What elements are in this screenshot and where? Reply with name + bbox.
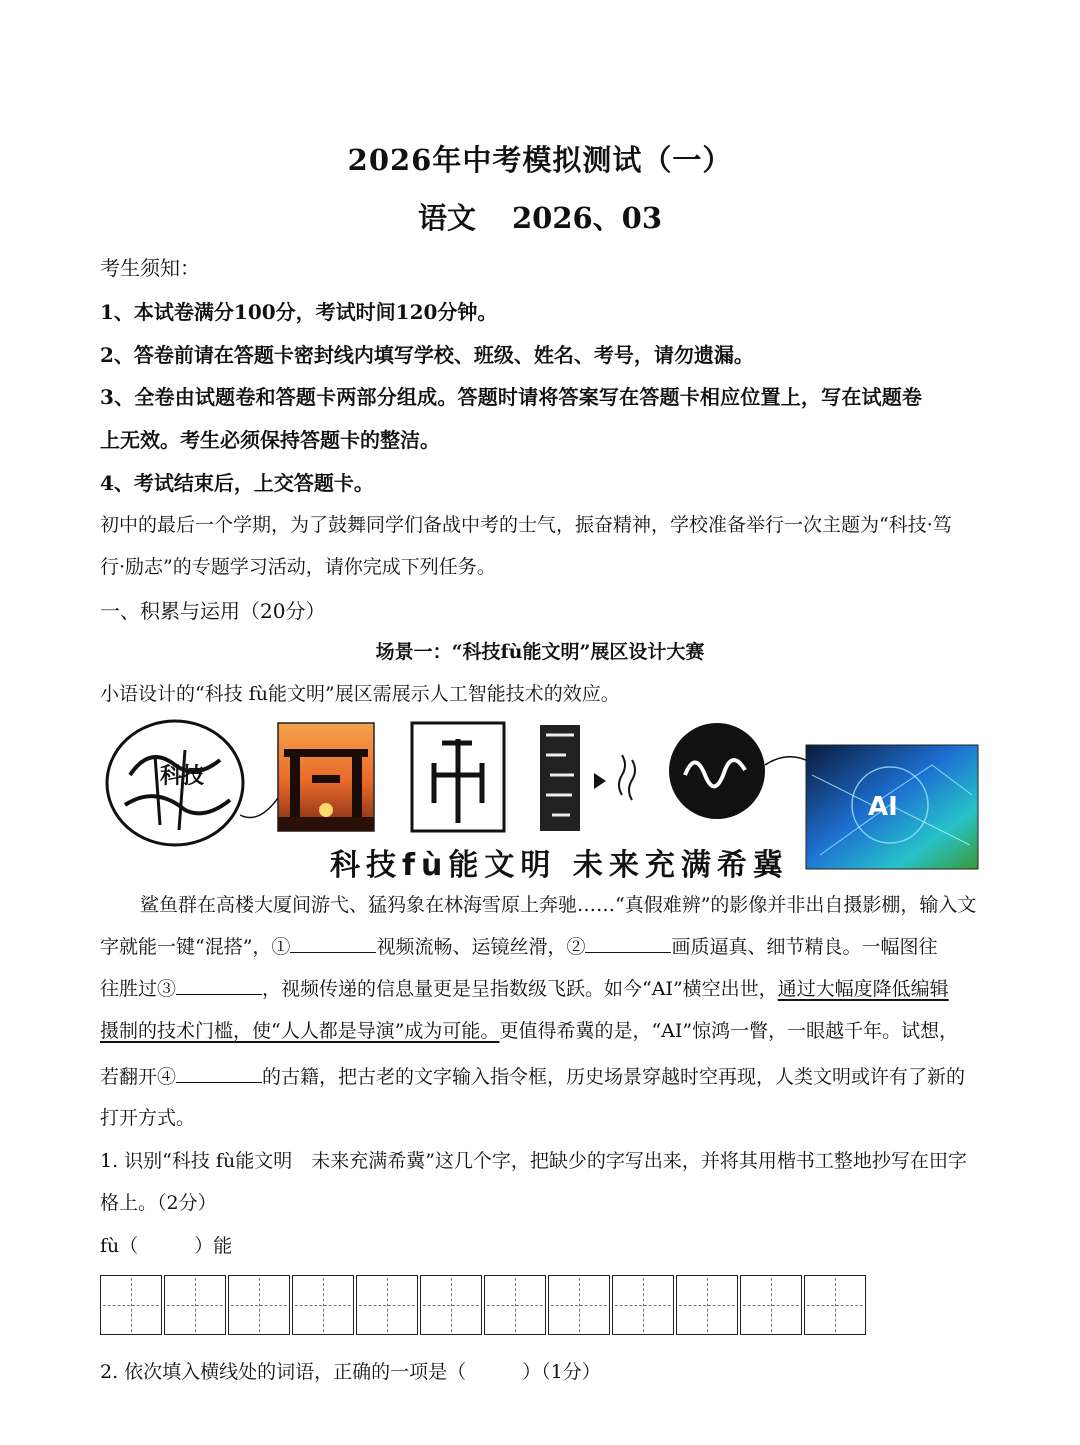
grid-cell[interactable]: [612, 1275, 674, 1335]
grid-cell[interactable]: [292, 1275, 354, 1335]
intro-line-1: 初中的最后一个学期，为了鼓舞同学们备战中考的士气，振奋精神，学校准备举行一次主题为“科技·笃: [100, 514, 952, 536]
grid-cell[interactable]: [420, 1275, 482, 1335]
grid-cell[interactable]: [228, 1275, 290, 1335]
section-heading: 一、积累与运用（20分）: [100, 599, 326, 623]
grid-cell[interactable]: [484, 1275, 546, 1335]
blank-3: [176, 974, 262, 995]
notice-item-3-cont: 上无效。考生必须保持答题卡的整洁。: [100, 428, 440, 452]
passage-line-4: 摄制的技术门槛，使“人人都是导演”成为可能。更值得希冀的是，“AI”惊鸿一瞥，一眼越千年。试想，: [100, 1020, 959, 1042]
grid-cell[interactable]: [164, 1275, 226, 1335]
blank-4: [176, 1062, 262, 1083]
ancient-gate-photo-icon: [278, 723, 374, 831]
grid-cell[interactable]: [356, 1275, 418, 1335]
blank-1: [290, 932, 376, 953]
question-1-answer: fù（ ）能: [100, 1235, 233, 1257]
oracle-character-icon: [412, 723, 504, 831]
underlined-sentence-part-1: 通过大幅度降低编辑: [777, 978, 949, 1000]
grid-cell[interactable]: [100, 1275, 162, 1335]
notice-item-1: 1、本试卷满分100分，考试时间120分钟。: [100, 300, 498, 324]
question-1-line-1: 1. 识别“科技 fù能文明 未来充满希冀”这几个字，把缺少的字写出来，并将其用楷书工整地抄写在田字: [100, 1150, 967, 1172]
exam-subtitle: [0, 196, 1080, 237]
grid-cell[interactable]: [548, 1275, 610, 1335]
grid-cell[interactable]: [740, 1275, 802, 1335]
passage-line-5: 若翻开④ 的古籍，把古老的文字输入指令框，历史场景穿越时空再现，人类文明或许有了新的: [100, 1062, 990, 1089]
scene-description: 小语设计的“科技 fù能文明”展区需展示人工智能技术的效应。: [100, 683, 620, 705]
grid-cell[interactable]: [804, 1275, 866, 1335]
bronze-rubbing-icon: [540, 725, 635, 831]
exhibit-banner: 科技fù能文明 未来充满希冀: [330, 848, 789, 883]
passage-line-2: 字就能一键“混搭”，① 视频流畅、运镜丝滑，② 画质逼真、细节精良。一幅图往: [100, 932, 990, 959]
passage-line-6: 打开方式。: [100, 1107, 196, 1129]
subject: 语文: [417, 201, 476, 235]
notice-heading: 考生须知：: [100, 256, 200, 280]
notice-item-4: 4、考试结束后，上交答题卡。: [100, 471, 374, 495]
ai-label: AI: [868, 792, 898, 822]
passage-line-3: 往胜过③ ，视频传递的信息量更是呈指数级飞跃。如今“AI”横空出世，通过大幅度降低编辑: [100, 974, 990, 1001]
question-2: 2. 依次填入横线处的词语，正确的一项是（ ）（1分）: [100, 1361, 601, 1383]
logo-text: 科技: [160, 763, 205, 789]
intro-line-2: 行·励志”的专题学习活动，请你完成下列任务。: [100, 556, 496, 578]
notice-item-2: 2、答卷前请在答题卡密封线内填写学校、班级、姓名、考号，请勿遗漏。: [100, 343, 754, 367]
question-1-line-2: 格上。（2分）: [100, 1192, 217, 1214]
china-calligraphy-circle-icon: [669, 723, 765, 819]
underlined-sentence-part-2: 摄制的技术门槛，使“人人都是导演”成为可能。: [100, 1020, 500, 1042]
blank-2: [585, 932, 671, 953]
scene-title: 场景一：“科技fù能文明”展区设计大赛: [375, 641, 705, 663]
exam-date: 2026、03: [511, 201, 663, 235]
grid-cell[interactable]: [676, 1275, 738, 1335]
passage-line-1: 鲨鱼群在高楼大厦间游弋、猛犸象在林海雪原上奔驰……“真假难辨”的影像并非出自摄影棚，输入文: [140, 894, 977, 916]
notice-item-3: 3、全卷由试题卷和答题卡两部分组成。答题时请将答案写在答题卡相应位置上，写在试题卷: [100, 385, 923, 409]
exam-title: 2026年中考模拟测试（一）: [347, 143, 733, 177]
